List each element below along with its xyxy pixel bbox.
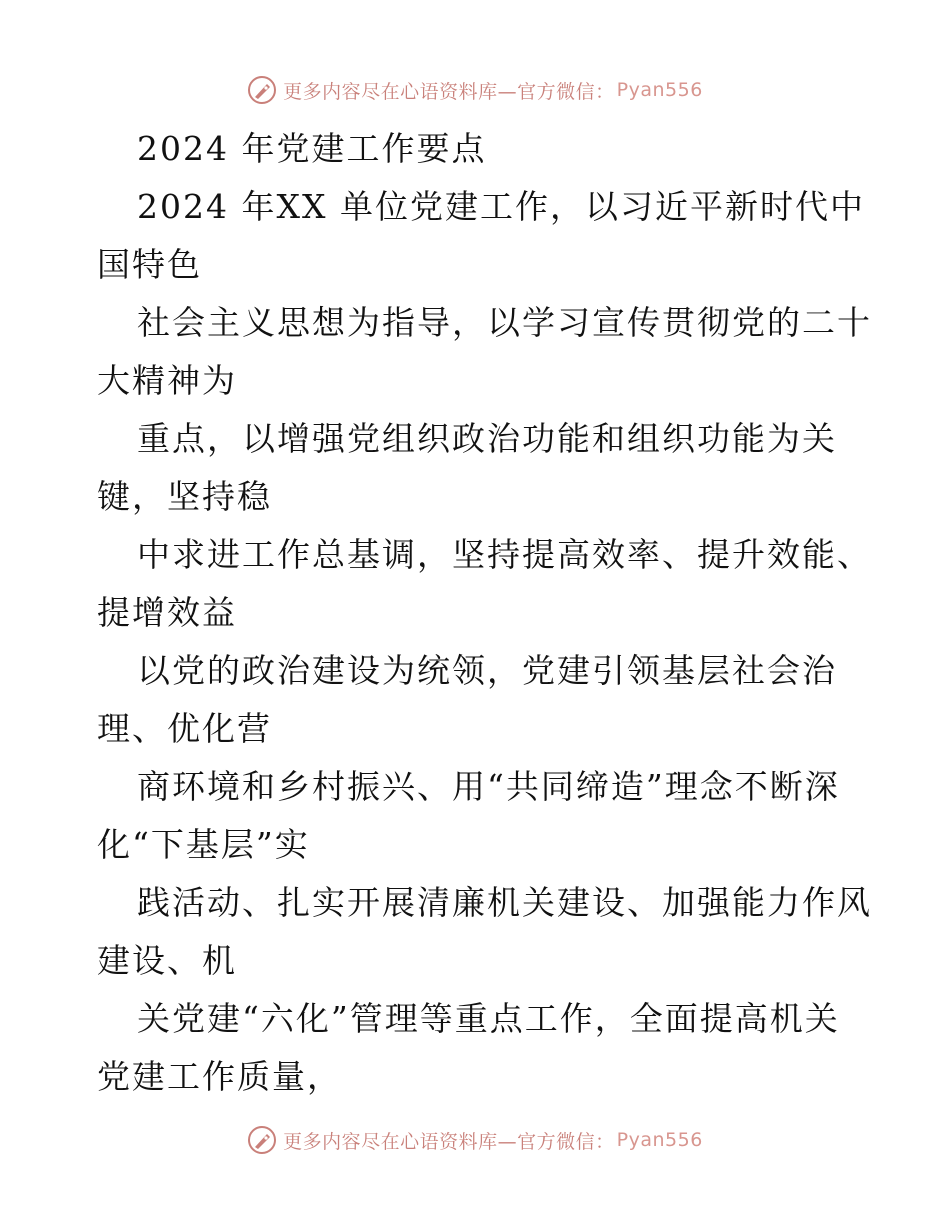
- footer-watermark: [0, 1120, 950, 1160]
- document-line: 国特色: [97, 245, 202, 284]
- watermark-text: 更多内容尽在心语资料库—官方微信：: [283, 1130, 615, 1153]
- document-line: 重点，以增强党组织政治功能和组织功能为关: [137, 419, 837, 458]
- document-line: 建设、机: [97, 941, 237, 980]
- watermark-wechat-id: Pyan556: [616, 1129, 703, 1151]
- document-line: 践活动、扎实开展清廉机关建设、加强能力作风: [137, 883, 872, 922]
- pen-nib-logo-icon: [247, 75, 277, 105]
- document-line: 以党的政治建设为统领，党建引领基层社会治: [137, 651, 837, 690]
- document-line: 理、优化营: [97, 709, 272, 748]
- document-line: 键，坚持稳: [97, 477, 272, 516]
- document-line: 社会主义思想为指导，以学习宣传贯彻党的二十: [137, 303, 872, 342]
- pen-nib-logo-icon: [247, 1125, 277, 1155]
- watermark-wechat-id: Pyan556: [616, 79, 703, 101]
- document-title: 2024 年党建工作要点: [137, 129, 487, 168]
- document-line: 党建工作质量，: [97, 1057, 342, 1096]
- document-body: [97, 120, 872, 1106]
- document-line: 中求进工作总基调，坚持提高效率、提升效能、: [137, 535, 872, 574]
- header-watermark: [0, 70, 950, 110]
- document-line: 大精神为: [97, 361, 237, 400]
- document-line: 商环境和乡村振兴、用“共同缔造”理念不断深: [137, 767, 840, 806]
- document-line: 提增效益: [97, 593, 237, 632]
- document-line: 2024 年XX 单位党建工作，以习近平新时代中: [137, 187, 865, 226]
- document-line: 化“下基层”实: [97, 825, 310, 864]
- watermark-text: 更多内容尽在心语资料库—官方微信：: [283, 80, 615, 103]
- document-line: 关党建“六化”管理等重点工作，全面提高机关: [137, 999, 840, 1038]
